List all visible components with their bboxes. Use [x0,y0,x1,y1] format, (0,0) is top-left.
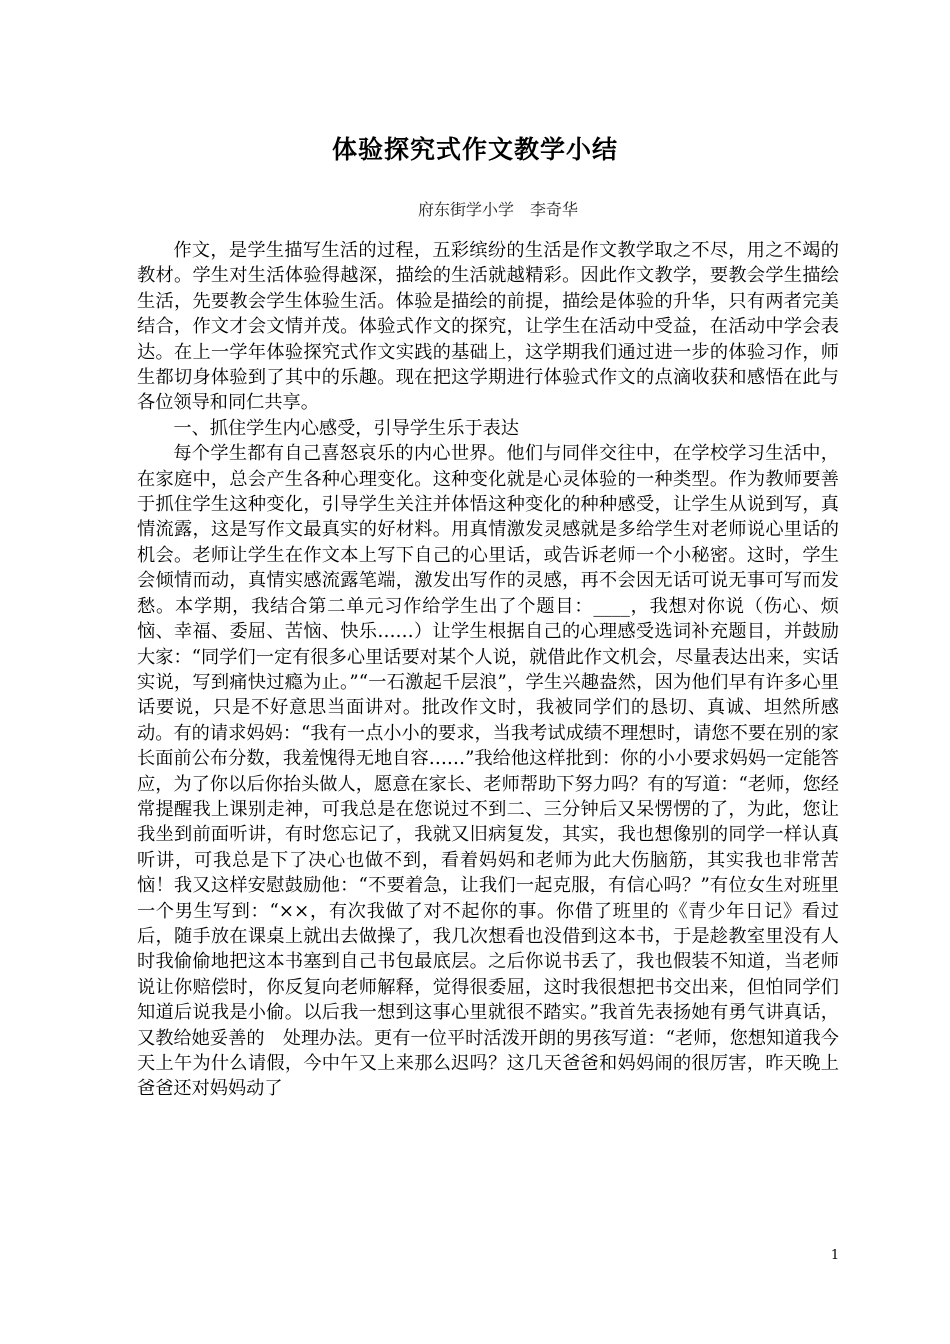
page-number: 1 [830,1248,840,1263]
section-paragraph: 每个学生都有自己喜怒哀乐的内心世界。他们与同伴交往中，在学校学习生活中，在家庭中，总会产生各种心理变化。这种变化就是心灵体验的一种类型。作为教师要善于抓住学生这种变化，引导学生关注并体悟这种变化的种种感受，让学生从说到写，真情流露，这是写作文最真实的好材料。用真情激发灵感就是多给学生对老师说心里话的机会。老师让学生在作文本上写下自己的心里话，或告诉老师一个小秘密。这时，学生会倾情而动，真情实感流露笔端，激发出写作的灵感，再不会因无话可说无事可写而发愁。本学期，我结合第二单元习作给学生出了个题目：____，我想对你说（伤心、烦恼、幸福、委屈、苦恼、快乐……）让学生根据自己的心理感受选词补充题目，并鼓励大家：“同学们一定有很多心里话要对某个人说，就借此作文机会，尽量表达出来，实话实说，写到痛快过瘾为止。”“一石激起千层浪”，学生兴趣盎然，因为他们早有许多心里话要说，只是不好意思当面讲对。批改作文时，我被同学们的恳切、真诚、坦然所感动。有的请求妈妈：“我有一点小小的要求，当我考试成绩不理想时，请您不要在别的家长面前公布分数，我羞愧得无地自容……”我给他这样批到：你的小小要求妈妈一定能答应，为了你以后你抬头做人，愿意在家长、老师帮助下努力吗？有的写道：“老师，您经常提醒我上课别走神，可我总是在您说过不到二、三分钟后又呆愣愣的了，为此，您让我坐到前面听讲，有时您忘记了，我就又旧病复发，其实，我也想像别的同学一样认真听讲，可我总是下了决心也做不到，看着妈妈和老师为此大伤脑筋，其实我也非常苦恼！我又这样安慰鼓励他：“不要着急，让我们一起克服，有信心吗？”有位女生对班里一个男生写到：“××，有次我做了对不起你的事。你借了班里的《青少年日记》看过后，随手放在课桌上就出去做操了，我几次想看也没借到这本书，于是趁教室里没有人时我偷偷地把这本书塞到自己书包最底层。之后你说书丢了，我也假装不知道，当老师说让你赔偿时，你反复向老师解释，觉得很委屈，这时我很想把书交出来，但怕同学们知道后说我是小偷。以后我一想到这事心里就很不踏实。”我首先表扬她有勇气讲真话，又教给她妥善的 处理办法。更有一位平时活泼开朗的男孩写道：“老师，您想知道我今天上午为什么请假，今中午又上来那么迟吗？这几天爸爸和妈妈闹的很厉害，昨天晚上爸爸还对妈妈动了 [137,443,839,1100]
intro-paragraph: 作文，是学生描写生活的过程，五彩缤纷的生活是作文教学取之不尽，用之不竭的教材。学生对生活体验得越深，描绘的生活就越精彩。因此作文教学，要教会学生描绘生活，先要教会学生体验生活。体验是描绘的前提，描绘是体验的升华，只有两者完美结合，作文才会文情并茂。体验式作文的探究，让学生在活动中受益，在活动中学会表达。在上一学年体验探究式作文实践的基础上，这学期我们通过进一步的体验习作，师生都切身体验到了其中的乐趣。现在把这学期进行体验式作文的点滴收获和感悟在此与各位领导和同仁共享。 [137,240,839,414]
author-line: 府东街学小学 李奇华 [417,200,578,219]
section-heading: 一、抓住学生内心感受，引导学生乐于表达 [173,417,519,439]
document-body [137,238,839,1102]
document-title: 体验探究式作文教学小结 [331,135,618,164]
